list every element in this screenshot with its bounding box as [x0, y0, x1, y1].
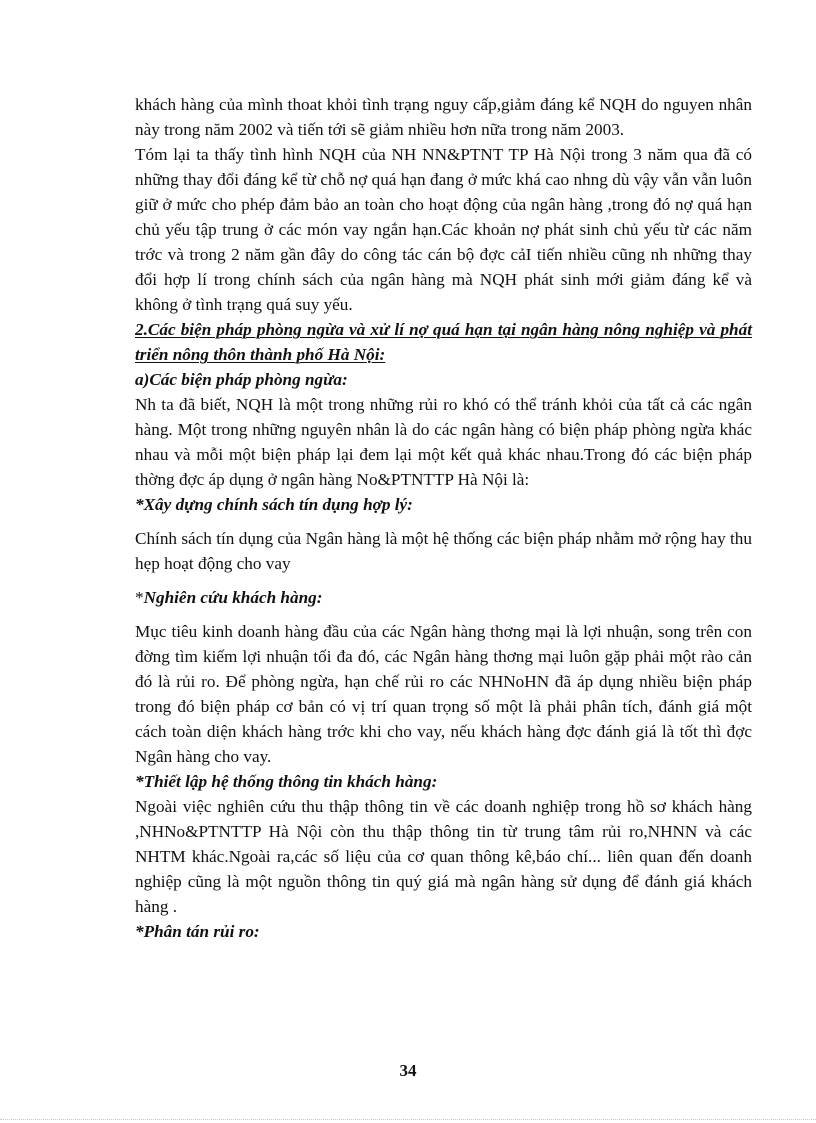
paragraph-customer-research: Mục tiêu kinh doanh hàng đầu của các Ngân hàng thơng mại là lợi nhuận, song trên con đờng tìm kiếm lợi nhuận tối đa đó, các Ngân hàng thơng mại luôn gặp phải một rào cản đó là rủi ro. Để phòng ngừa, hạn chế rủi ro các NHNoHN đã áp dụng nhiều biện pháp trong đó biện pháp cơ bản có vị trí quan trọng số một là phải phân tích, đánh giá một cách toàn diện khách hàng trớc khi cho vay, nếu khách hàng đợc đánh giá là tốt thì đợc Ngân hàng cho vay.: [135, 622, 752, 766]
heading-credit-policy: *Xây dựng chính sách tín dụng hợp lý:: [135, 495, 413, 514]
heading-star: *: [135, 588, 144, 607]
heading-risk-diversification: *Phân tán rủi ro:: [135, 922, 260, 941]
document-body: [135, 92, 752, 944]
heading-customer-research: [135, 585, 752, 610]
heading-customer-research-text: Nghiên cứu khách hàng:: [143, 588, 323, 607]
section-heading-measures: 2.Các biện pháp phòng ngừa và xử lí nợ quá hạn tại ngân hàng nông nghiệp và phát triển nông thôn thành phố Hà Nội:: [135, 320, 752, 364]
paragraph-nqh-reduction: khách hàng của mình thoat khỏi tình trạng nguy cấp,giảm đáng kể NQH do nguyen nhân này trong năm 2002 và tiến tới sẽ giảm nhiều hơn nữa trong năm 2003.: [135, 95, 752, 139]
page-number: 34: [399, 1061, 417, 1080]
paragraph-information-system: Ngoài việc nghiên cứu thu thập thông tin về các doanh nghiệp trong hồ sơ khách hàng ,NHNo&PTNTTP Hà Nội còn thu thập thông tin từ trung tâm rủi ro,NHNN và các NHTM khác.Ngoài ra,các số liệu của cơ quan thông kê,báo chí... liên quan đến doanh nghiệp cũng là một nguồn thông tin quý giá mà ngân hàng sử dụng để đánh giá khách hàng .: [135, 797, 752, 916]
paragraph-credit-policy: Chính sách tín dụng của Ngân hàng là một hệ thống các biện pháp nhằm mở rộng hay thu hẹp hoạt động cho vay: [135, 529, 752, 573]
heading-information-system: *Thiết lập hệ thống thông tin khách hàng:: [135, 772, 438, 791]
subheading-prevention: a)Các biện pháp phòng ngừa:: [135, 370, 348, 389]
paragraph-summary: Tóm lại ta thấy tình hình NQH của NH NN&PTNT TP Hà Nội trong 3 năm qua đã có những thay đổi đáng kể từ chỗ nợ quá hạn đang ở mức khá cao nhng dù vậy vẫn vẫn luôn giữ ở mức cho phép đảm bảo an toàn cho hoạt động của ngân hàng ,trong đó nợ quá hạn chủ yếu tập trung ở các món vay ngắn hạn.Các khoản nợ phát sinh chủ yếu từ các năm trớc và trong 2 năm gần đây do công tác cán bộ đợc cảI tiến nhiều cũng nh những thay đổi hợp lí trong chính sách của ngân hàng mà NQH phát sinh mới giảm đáng kể và không ở tình trạng quá suy yếu.: [135, 145, 752, 314]
paragraph-prevention-intro: Nh ta đã biết, NQH là một trong những rủi ro khó có thể tránh khỏi của tất cả các ngân hàng. Một trong những nguyên nhân là do các ngân hàng có biện pháp phòng ngừa khác nhau và mỗi một biện pháp lại đem lại một kết quả khác nhau.Trong đó các biện pháp thờng đợc áp dụng ở ngân hàng No&PTNTTP Hà Nội là:: [135, 395, 752, 489]
page-bottom-divider: [0, 1119, 816, 1120]
